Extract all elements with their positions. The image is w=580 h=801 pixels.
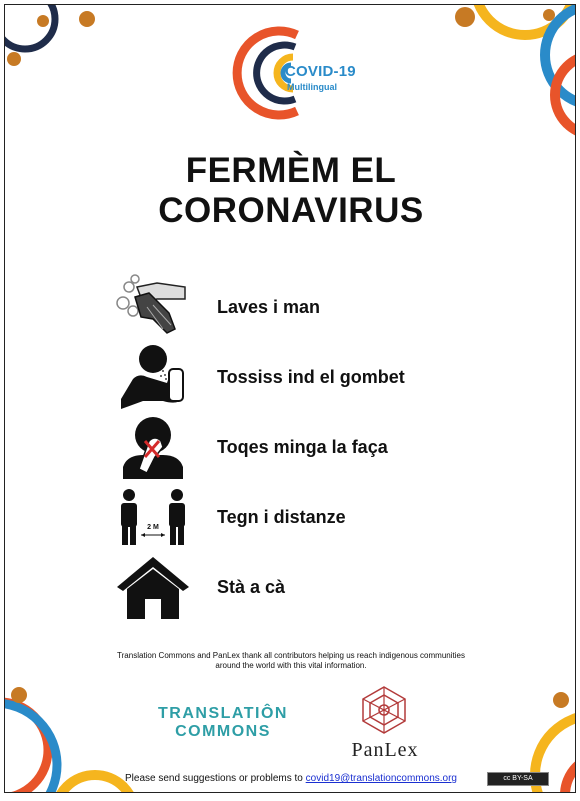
dot-bottom-left	[11, 687, 27, 703]
arc-top-left-navy	[5, 5, 55, 49]
cc-icon: cc	[503, 775, 511, 782]
measure-label: Toqes minga la faça	[217, 437, 388, 457]
poster	[4, 4, 576, 793]
dot-top-left	[37, 15, 49, 27]
logo-title: COVID-19	[285, 63, 356, 80]
title-line-2: CORONAVIRUS	[158, 191, 424, 230]
panlex-mark-icon	[359, 685, 409, 735]
translation-commons-logo	[153, 705, 293, 741]
tc-line-1: TRANSLATIÔN	[158, 705, 288, 722]
distance-label: 2 M	[147, 524, 159, 531]
measure-social-distance	[113, 483, 433, 551]
measure-label: Stà a cà	[217, 577, 286, 597]
measure-stay-home	[113, 553, 433, 621]
measure-label: Tossiss ind el gombet	[217, 367, 405, 387]
measure-cough-elbow	[113, 343, 433, 411]
measure-no-face-touch	[113, 413, 433, 481]
house-icon	[113, 553, 193, 621]
no-face-touch-icon	[113, 413, 193, 481]
cc-license-badge[interactable]	[487, 772, 549, 786]
dot-top-right	[455, 7, 475, 27]
cc-license-text: BY-SA	[512, 775, 533, 782]
thanks-note: Translation Commons and PanLex thank all contributors helping us reach indigenous communities around the world with this vital information.	[117, 651, 465, 670]
panlex-wordmark: PanLex	[351, 739, 419, 761]
dot-top-left-2	[79, 11, 95, 27]
hand-wash-icon	[113, 273, 193, 341]
measure-label: Tegn i distanze	[217, 507, 346, 527]
page-title	[5, 151, 576, 231]
dot-top-left-3	[7, 52, 21, 66]
measure-hand-wash	[113, 273, 433, 341]
tc-line-2: COMMONS	[175, 723, 271, 740]
footer-text: Please send suggestions or problems to	[124, 773, 303, 784]
title-line-1: FERMÈM EL	[185, 151, 397, 190]
covid19-multilingual-logo	[227, 23, 367, 123]
social-distance-icon	[113, 483, 193, 551]
cough-elbow-icon	[113, 343, 193, 411]
email-link[interactable]: covid19@translationcommons.org	[305, 773, 457, 784]
measure-label: Laves i man	[217, 297, 321, 317]
logo-subtitle: Multilingual	[287, 82, 337, 92]
dot-top-right-2	[543, 9, 555, 21]
dot-bottom-right	[553, 692, 569, 708]
